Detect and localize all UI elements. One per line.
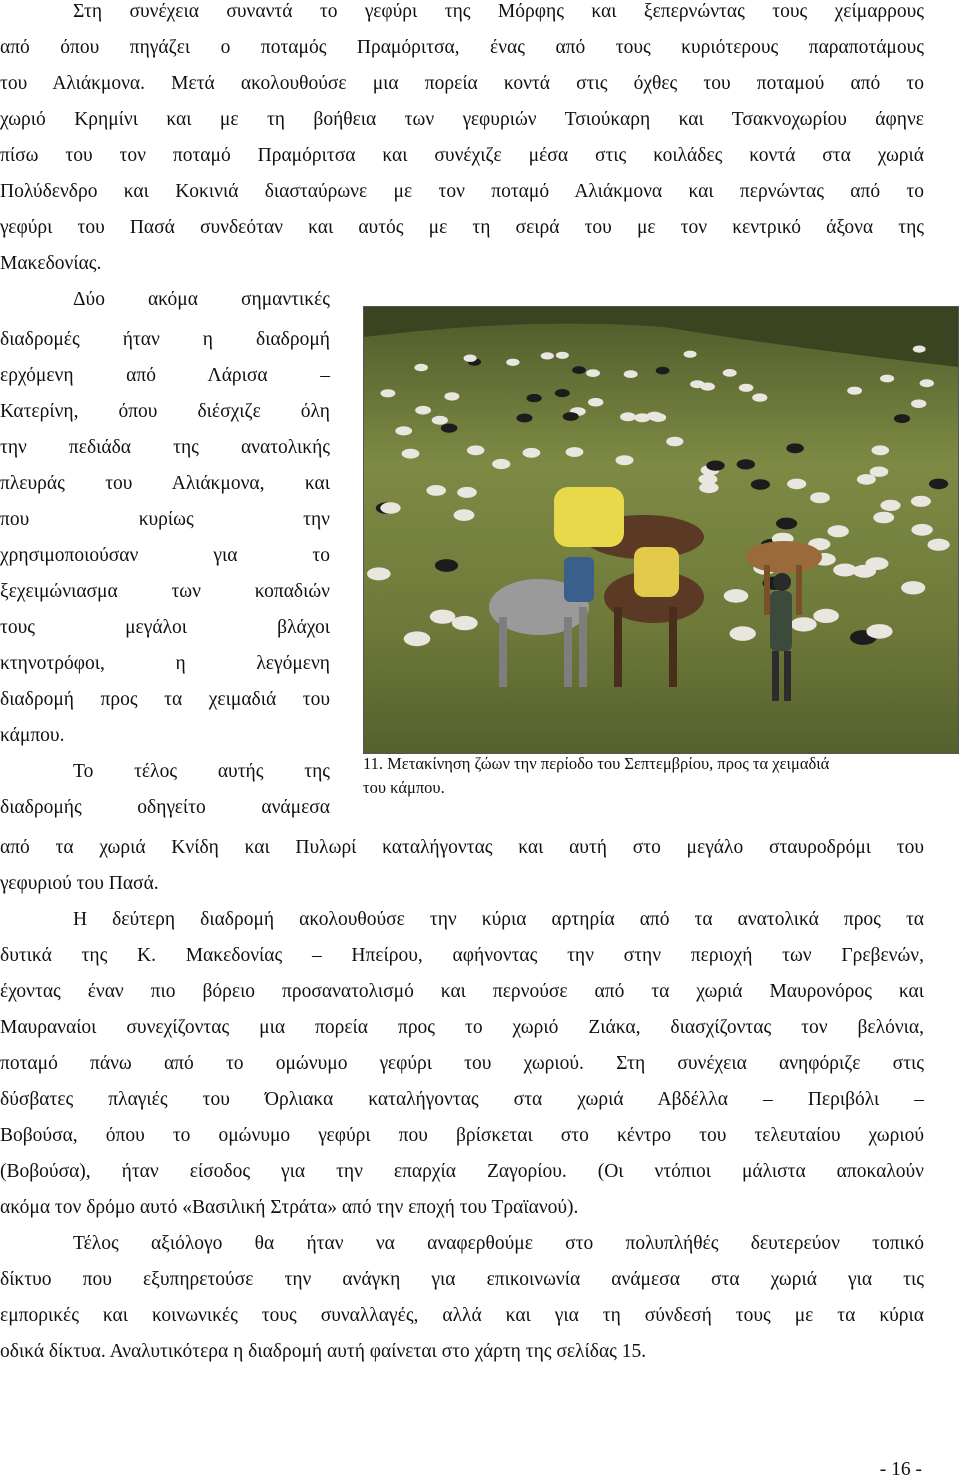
text-line: εμπορικές και κοινωνικές τους συναλλαγές, αλλά και για τη σύνδεσή τους με τα κύρια: [0, 1305, 924, 1326]
text-line: ποταμό πάνω από το ομώνυμο γεφύρι του χωριού. Στη συνέχεια ανηφόριζε στις: [0, 1053, 924, 1074]
text-line: κάμπου.: [0, 725, 65, 746]
caption-line: του κάμπου.: [363, 778, 445, 797]
caption-line: 11. Μετακίνηση ζώων την περίοδο του Σεπτεμβρίου, προς τα χειμαδιά: [363, 754, 830, 773]
text-line: οδικά δίκτυα. Αναλυτικότερα η διαδρομή αυτή φαίνεται στο χάρτη της σελίδας 15.: [0, 1341, 647, 1362]
text-line: χωριό Κρημίνι και με τη βοήθεια των γεφυριών Τσιούκαρη και Τσακνοχωρίου άφηνε: [0, 109, 924, 130]
text-line: Τέλος αξιόλογο θα ήταν να αναφερθούμε στο πολυπλήθές δευτερεύον τοπικό: [73, 1233, 924, 1254]
text-line: τους μεγάλοι βλάχοι: [0, 617, 330, 638]
text-line: από τα χωριά Κνίδη και Πυλωρί καταλήγοντας και αυτή στο μεγάλο σταυροδρόμι του: [0, 837, 924, 858]
text-line: δίκτυο που εξυπηρετούσε την ανάγκη για επικοινωνία ανάμεσα στα χωριά για τις: [0, 1269, 924, 1290]
text-line: ερχόμενη από Λάρισα –: [0, 365, 330, 386]
text-line: γεφυριού του Πασά.: [0, 873, 159, 894]
text-line: δύσβατες πλαγιές του Όρλιακα καταλήγοντας στα χωριά Αβδέλλα – Περιβόλι –: [0, 1089, 924, 1110]
text-line: διαδρομή προς τα χειμαδιά του: [0, 689, 330, 710]
livestock-photo: [363, 306, 959, 754]
text-line: πλευράς του Αλιάκμονα, και: [0, 473, 330, 494]
text-line: Μαυραναίοι συνεχίζοντας μια πορεία προς το χωριό Ζιάκα, διασχίζοντας τον βελόνια,: [0, 1017, 924, 1038]
text-line: Στη συνέχεια συναντά το γεφύρι της Μόρφης και ξεπερνώντας τους χείμαρρους: [73, 1, 924, 22]
text-line: Μακεδονίας.: [0, 253, 102, 274]
text-line: γεφύρι του Πασά συνδεόταν και αυτός με τη σειρά του με τον κεντρικό άξονα της: [0, 217, 924, 238]
text-line: διαδρομής οδηγείτο ανάμεσα: [0, 797, 330, 818]
text-line: ακόμα τον δρόμο αυτό «Βασιλική Στράτα» από την εποχή του Τραϊανού).: [0, 1197, 579, 1218]
text-line: Το τέλος αυτής της: [73, 761, 330, 782]
yellow-load: [554, 487, 624, 547]
text-line: (Βοβούσα), ήταν είσοδος για την επαρχία Ζαγορίου. (Οι ντόπιοι μάλιστα αποκαλούν: [0, 1161, 924, 1182]
text-line: ξεχειμώνιασμα των κοπαδιών: [0, 581, 330, 602]
text-line: Βοβούσα, όπου το ομώνυμο γεφύρι που βρίσκεται στο κέντρο του τελευταίου χωριού: [0, 1125, 924, 1146]
text-line: Δύο ακόμα σημαντικές: [73, 289, 330, 310]
text-line: Κατερίνη, όπου διέσχιζε όλη: [0, 401, 330, 422]
photo-illustration: [364, 307, 958, 753]
text-line: διαδρομές ήταν η διαδρομή: [0, 329, 330, 350]
text-line: από όπου πηγάζει ο ποταμός Πραμόριτσα, ένας από τους κυριότερους παραποτάμους: [0, 37, 924, 58]
page-number: - 16 -: [879, 1459, 922, 1480]
text-line: που κυρίως την: [0, 509, 330, 530]
text-line: Η δεύτερη διαδρομή ακολουθούσε την κύρια αρτηρία από τα ανατολικά προς τα: [73, 909, 924, 930]
text-line: κτηνοτρόφοι, η λεγόμενη: [0, 653, 330, 674]
text-line: δυτικά της Κ. Μακεδονίας – Ηπείρου, αφήνοντας την στην περιοχή των Γρεβενών,: [0, 945, 924, 966]
text-line: του Αλιάκμονα. Μετά ακολουθούσε μια πορεία κοντά στις όχθες του ποταμού από το: [0, 73, 924, 94]
text-line: Πολύδενδρο και Κοκινιά διασταύρωνε με τον ποταμό Αλιάκμονα και περνώντας από το: [0, 181, 924, 202]
text-line: την πεδιάδα της ανατολικής: [0, 437, 330, 458]
text-line: πίσω του τον ποταμό Πραμόριτσα και συνέχιζε μέσα στις κοιλάδες κοντά στα χωριά: [0, 145, 924, 166]
figure-caption: [363, 752, 957, 800]
text-line: χρησιμοποιούσαν για το: [0, 545, 330, 566]
text-line: έχοντας έναν πιο βόρειο προσανατολισμό και περνούσε από τα χωριά Μαυρονόρος και: [0, 981, 924, 1002]
